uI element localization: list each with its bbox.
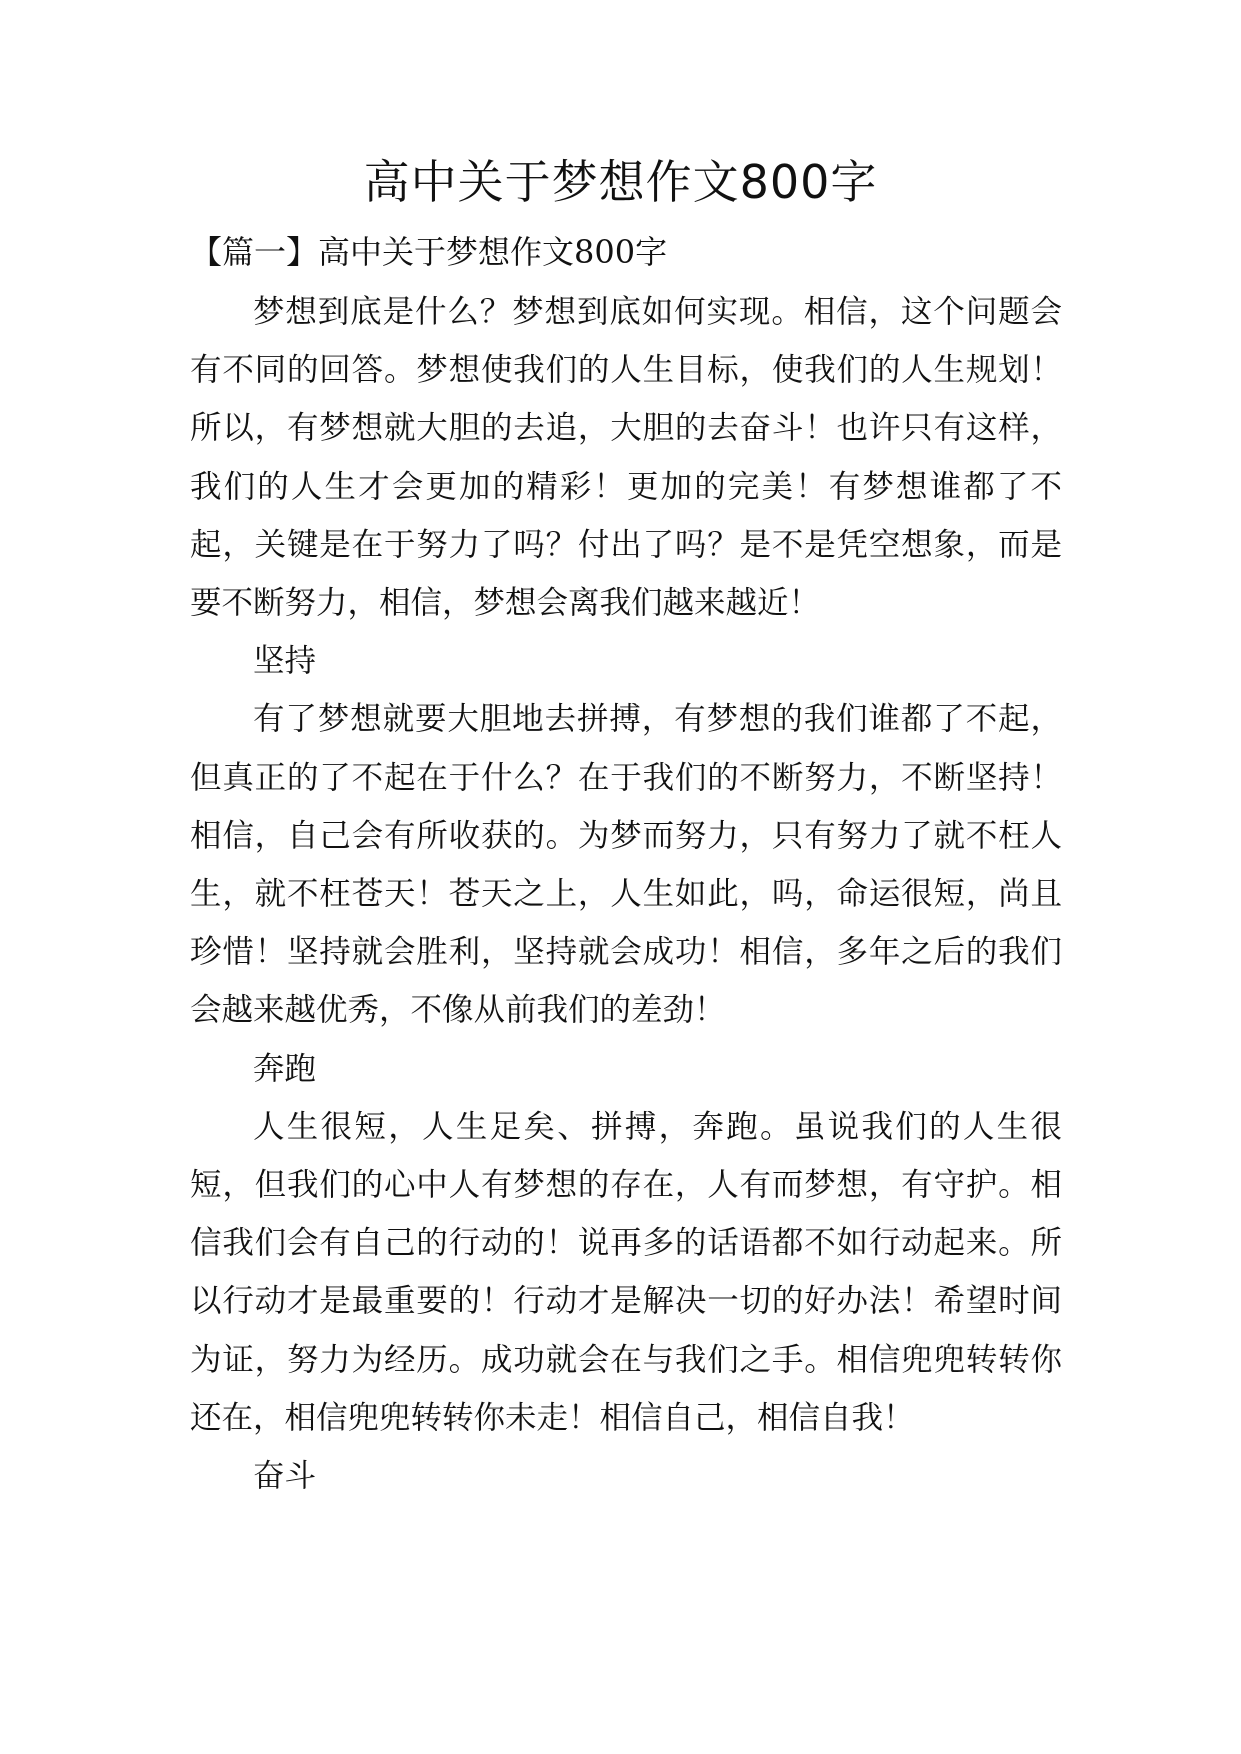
subheading-strive: 奋斗 bbox=[253, 1458, 317, 1495]
paragraph-intro: 梦想到底是什么？梦想到底如何实现。相信，这个问题会有不同的回答。梦想使我们的人生目标，使我们的人生规划！所以，有梦想就大胆的去追，大胆的去奋斗！也许只有这样，我们的人生才会更加的精彩！更加的完美！有梦想谁都了不起，关键是在于努力了吗？付出了吗？是不是凭空想象，而是要不断努力，相信，梦想会离我们越来越近！ bbox=[190, 294, 1062, 622]
section-heading: 【篇一】高中关于梦想作文800字 bbox=[190, 233, 668, 271]
document-title: 高中关于梦想作文800字 bbox=[363, 155, 878, 209]
subheading-persist: 坚持 bbox=[253, 643, 317, 680]
paragraph-persist: 有了梦想就要大胆地去拼搏，有梦想的我们谁都了不起，但真正的了不起在于什么？在于我们的不断努力，不断坚持！相信，自己会有所收获的。为梦而努力，只有努力了就不枉人生，就不枉苍天！苍天之上，人生如此，吗，命运很短，尚且珍惜！坚持就会胜利，坚持就会成功！相信，多年之后的我们会越来越优秀，不像从前我们的差劲！ bbox=[190, 701, 1062, 1029]
document-body bbox=[190, 283, 1062, 1505]
paragraph-run: 人生很短，人生足矣、拼搏，奔跑。虽说我们的人生很短，但我们的心中人有梦想的存在，人有而梦想，有守护。相信我们会有自己的行动的！说再多的话语都不如行动起来。所以行动才是最重要的！行动才是解决一切的好办法！希望时间为证，努力为经历。成功就会在与我们之手。相信兜兜转转你还在，相信兜兜转转你未走！相信自己，相信自我！ bbox=[190, 1108, 1062, 1436]
subheading-run: 奔跑 bbox=[253, 1050, 317, 1087]
